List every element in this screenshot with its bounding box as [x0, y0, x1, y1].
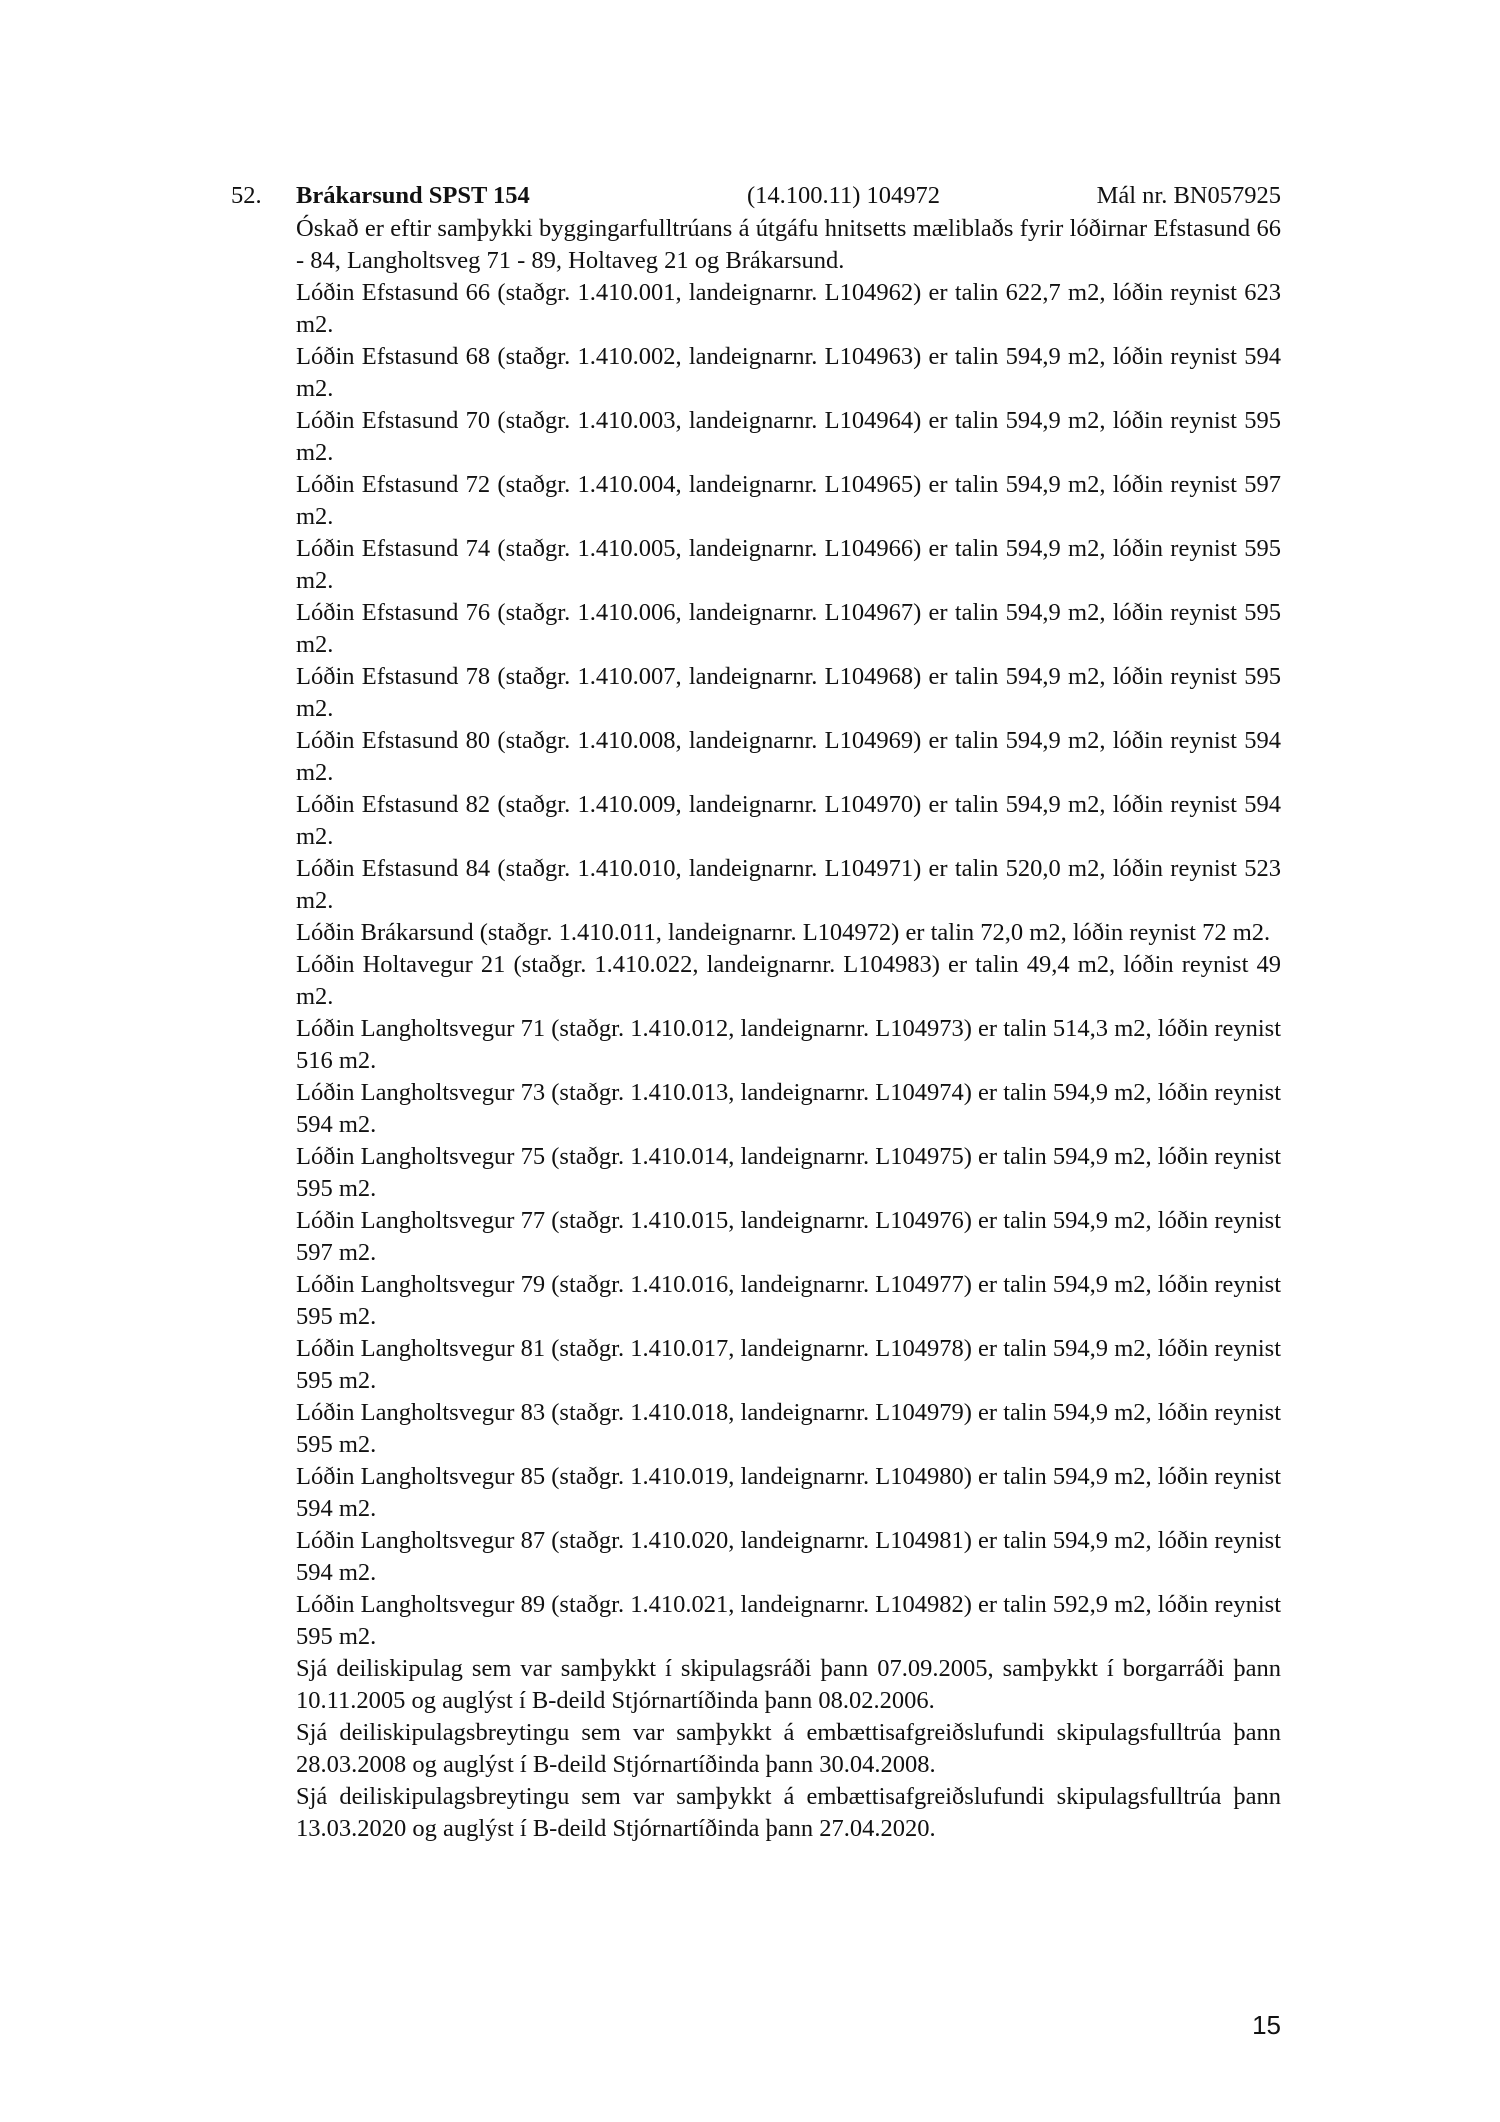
paragraph: Lóðin Langholtsvegur 85 (staðgr. 1.410.019, landeignarnr. L104980) er talin 594,9 m2, lóðin reynist 594 m2.: [296, 1463, 1281, 1522]
paragraph: Sjá deiliskipulagsbreytingu sem var samþykkt á embættisafgreiðslufundi skipulagsfulltrúa þann 28.03.2008 og auglýst í B-deild Stjórnartíðinda þann 30.04.2008.: [296, 1719, 1281, 1778]
paragraph: Lóðin Langholtsvegur 83 (staðgr. 1.410.018, landeignarnr. L104979) er talin 594,9 m2, lóðin reynist 595 m2.: [296, 1399, 1281, 1458]
paragraph: Lóðin Holtavegur 21 (staðgr. 1.410.022, landeignarnr. L104983) er talin 49,4 m2, lóðin reynist 49 m2.: [296, 951, 1281, 1010]
page-number: 15: [1252, 2010, 1281, 2040]
paragraph: Lóðin Efstasund 68 (staðgr. 1.410.002, landeignarnr. L104963) er talin 594,9 m2, lóðin reynist 594 m2.: [296, 343, 1281, 402]
paragraph: Lóðin Langholtsvegur 73 (staðgr. 1.410.013, landeignarnr. L104974) er talin 594,9 m2, lóðin reynist 594 m2.: [296, 1079, 1281, 1138]
paragraph: Lóðin Efstasund 84 (staðgr. 1.410.010, landeignarnr. L104971) er talin 520,0 m2, lóðin reynist 523 m2.: [296, 855, 1281, 914]
paragraph: Lóðin Efstasund 70 (staðgr. 1.410.003, landeignarnr. L104964) er talin 594,9 m2, lóðin reynist 595 m2.: [296, 407, 1281, 466]
paragraph: Lóðin Langholtsvegur 77 (staðgr. 1.410.015, landeignarnr. L104976) er talin 594,9 m2, lóðin reynist 597 m2.: [296, 1207, 1281, 1266]
item-title: Brákarsund SPST 154: [296, 182, 530, 209]
paragraph: Lóðin Efstasund 72 (staðgr. 1.410.004, landeignarnr. L104965) er talin 594,9 m2, lóðin reynist 597 m2.: [296, 471, 1281, 530]
paragraph: Óskað er eftir samþykki byggingarfulltrúans á útgáfu hnitsetts mæliblaðs fyrir lóðirnar Efstasund 66 - 84, Langholtsveg 71 - 89, Holtaveg 21 og Brákarsund.: [296, 215, 1281, 274]
paragraph: Lóðin Langholtsvegur 75 (staðgr. 1.410.014, landeignarnr. L104975) er talin 594,9 m2, lóðin reynist 595 m2.: [296, 1143, 1281, 1202]
paragraph: Lóðin Brákarsund (staðgr. 1.410.011, landeignarnr. L104972) er talin 72,0 m2, lóðin reynist 72 m2.: [296, 919, 1271, 946]
paragraph: Sjá deiliskipulag sem var samþykkt í skipulagsráði þann 07.09.2005, samþykkt í borgarráði þann 10.11.2005 og auglýst í B-deild Stjórnartíðinda þann 08.02.2006.: [296, 1655, 1281, 1714]
paragraph: Lóðin Efstasund 74 (staðgr. 1.410.005, landeignarnr. L104966) er talin 594,9 m2, lóðin reynist 595 m2.: [296, 535, 1281, 594]
paragraph: Sjá deiliskipulagsbreytingu sem var samþykkt á embættisafgreiðslufundi skipulagsfulltrúa þann 13.03.2020 og auglýst í B-deild Stjórnartíðinda þann 27.04.2020.: [296, 1783, 1281, 1842]
paragraph: Lóðin Efstasund 80 (staðgr. 1.410.008, landeignarnr. L104969) er talin 594,9 m2, lóðin reynist 594 m2.: [296, 727, 1281, 786]
paragraph: Lóðin Langholtsvegur 87 (staðgr. 1.410.020, landeignarnr. L104981) er talin 594,9 m2, lóðin reynist 594 m2.: [296, 1527, 1281, 1586]
paragraph: Lóðin Langholtsvegur 79 (staðgr. 1.410.016, landeignarnr. L104977) er talin 594,9 m2, lóðin reynist 595 m2.: [296, 1271, 1281, 1330]
item-reference: (14.100.11) 104972: [747, 182, 941, 209]
item-header: [231, 180, 1281, 213]
paragraph: Lóðin Efstasund 76 (staðgr. 1.410.006, landeignarnr. L104967) er talin 594,9 m2, lóðin reynist 595 m2.: [296, 599, 1281, 658]
paragraph: Lóðin Langholtsvegur 71 (staðgr. 1.410.012, landeignarnr. L104973) er talin 514,3 m2, lóðin reynist 516 m2.: [296, 1015, 1281, 1074]
paragraph: Lóðin Efstasund 78 (staðgr. 1.410.007, landeignarnr. L104968) er talin 594,9 m2, lóðin reynist 595 m2.: [296, 663, 1281, 722]
paragraph: Lóðin Efstasund 82 (staðgr. 1.410.009, landeignarnr. L104970) er talin 594,9 m2, lóðin reynist 594 m2.: [296, 791, 1281, 850]
paragraph: Lóðin Efstasund 66 (staðgr. 1.410.001, landeignarnr. L104962) er talin 622,7 m2, lóðin reynist 623 m2.: [296, 279, 1281, 338]
paragraph: Lóðin Langholtsvegur 89 (staðgr. 1.410.021, landeignarnr. L104982) er talin 592,9 m2, lóðin reynist 595 m2.: [296, 1591, 1281, 1650]
case-number: Mál nr. BN057925: [1096, 182, 1281, 209]
item-number: 52.: [231, 182, 262, 209]
paragraph: Lóðin Langholtsvegur 81 (staðgr. 1.410.017, landeignarnr. L104978) er talin 594,9 m2, lóðin reynist 595 m2.: [296, 1335, 1281, 1394]
item-body: [296, 213, 1281, 1845]
